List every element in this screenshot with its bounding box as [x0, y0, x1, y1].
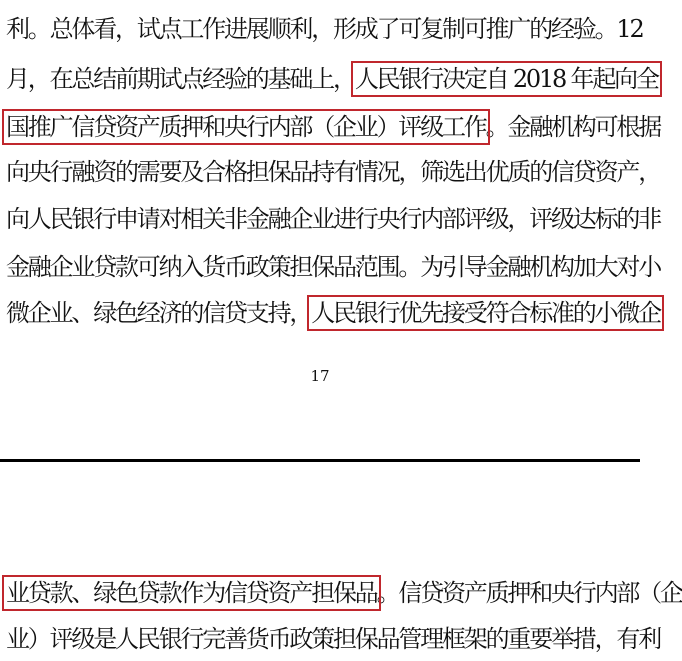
- text-line: [6, 112, 661, 142]
- text-line: [6, 578, 682, 608]
- text-line: [6, 157, 660, 187]
- highlighted-text: 人民银行优先接受符合标准的小微企: [311, 299, 661, 327]
- text-segment: 。信贷资产质押和央行内部（企: [376, 579, 682, 607]
- text-line: [6, 204, 660, 234]
- text-segment: 。金融机构可根据: [485, 113, 661, 141]
- highlighted-text: 人民银行决定自 2018 年起向全: [354, 65, 658, 93]
- text-line: [6, 252, 660, 282]
- text-line: [6, 64, 658, 94]
- text-segment: 业）评级是人民银行完善货币政策担保品管理框架的重要举措，有利: [6, 625, 660, 653]
- text-segment: 向央行融资的需要及合格担保品持有情况，筛选出优质的信贷资产，: [6, 158, 660, 186]
- text-segment: 向人民银行申请对相关非金融企业进行央行内部评级，评级达标的非: [6, 205, 660, 233]
- highlighted-text: 业贷款、绿色贷款作为信贷资产担保品: [6, 579, 377, 607]
- text-segment: 利。总体看，试点工作进展顺利，形成了可复制可推广的经验。12: [6, 15, 643, 43]
- text-line: [6, 624, 660, 654]
- page-number: 17: [310, 367, 330, 385]
- page-divider: [0, 459, 640, 462]
- text-segment: 月，在总结前期试点经验的基础上，: [6, 65, 355, 93]
- text-line: [6, 298, 661, 328]
- text-segment: 微企业、绿色经济的信贷支持，: [6, 299, 312, 327]
- text-line: [6, 14, 643, 44]
- text-segment: 金融企业贷款可纳入货币政策担保品范围。为引导金融机构加大对小: [6, 253, 660, 281]
- highlighted-text: 国推广信贷资产质押和央行内部（企业）评级工作: [6, 113, 486, 141]
